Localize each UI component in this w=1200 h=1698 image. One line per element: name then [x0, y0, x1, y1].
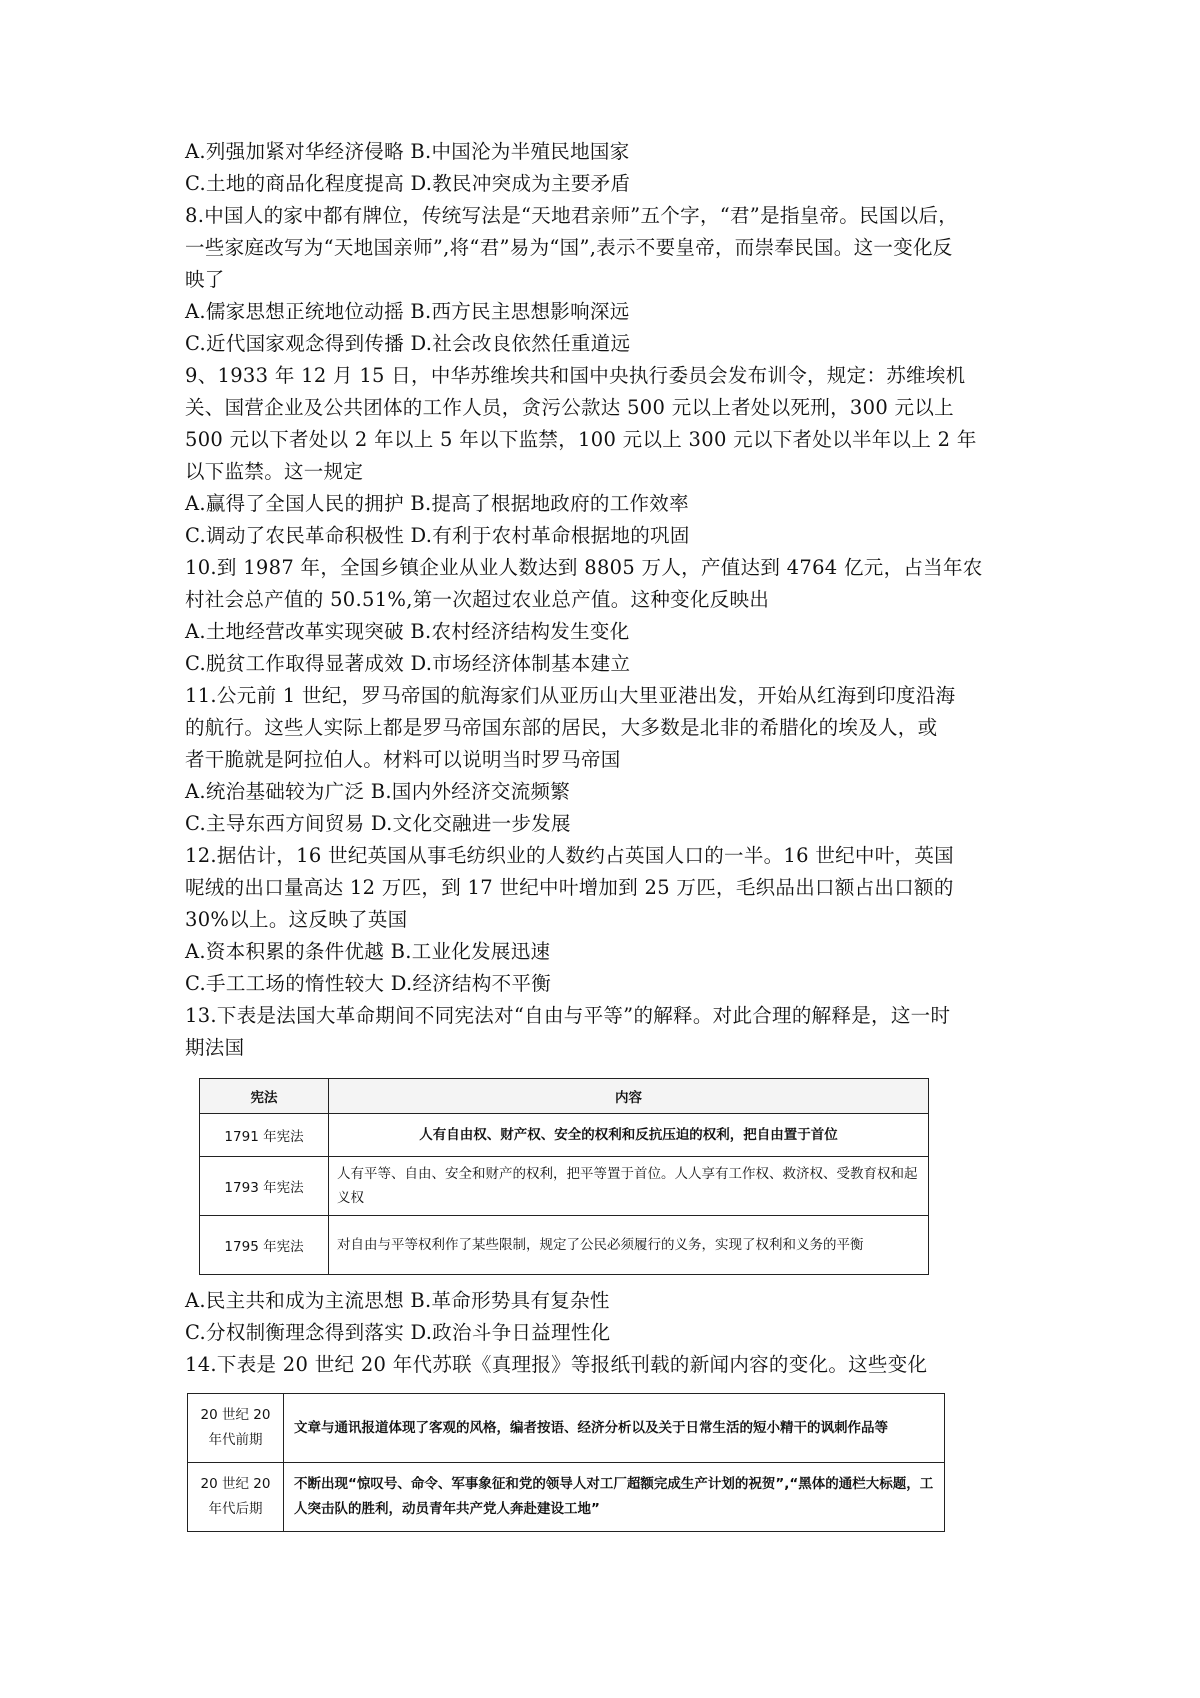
table-cell: 20 世纪 20 年代前期: [188, 1394, 284, 1463]
text-line: 30%以上。这反映了英国: [185, 908, 408, 931]
table-cell: 人有平等、自由、安全和财产的权利，把平等置于首位。人人享有工作权、救济权、受教育权和起义权: [329, 1157, 929, 1216]
text-line: A.资本积累的条件优越 B.工业化发展迅速: [185, 940, 551, 963]
text-line: A.儒家思想正统地位动摇 B.西方民主思想影响深远: [185, 300, 630, 323]
table-row: [200, 1216, 929, 1275]
text-line: A.民主共和成为主流思想 B.革命形势具有复杂性: [185, 1289, 610, 1312]
table-cell: 人有自由权、财产权、安全的权利和反抗压迫的权利，把自由置于首位: [329, 1114, 929, 1157]
text-line: 500 元以下者处以 2 年以上 5 年以下监禁，100 元以上 300 元以下者处以半年以上 2 年: [185, 428, 977, 451]
table-row: [188, 1463, 945, 1532]
text-line: C.分权制衡理念得到落实 D.政治斗争日益理性化: [185, 1321, 611, 1344]
text-line: C.手工工场的惰性较大 D.经济结构不平衡: [185, 972, 552, 995]
text-line: 14.下表是 20 世纪 20 年代苏联《真理报》等报纸刊载的新闻内容的变化。这些变化: [185, 1353, 928, 1376]
text-line: A.统治基础较为广泛 B.国内外经济交流频繁: [185, 780, 571, 803]
table-header-cell: 内容: [329, 1079, 929, 1114]
table-cell: 不断出现“惊叹号、命令、军事象征和党的领导人对工厂超额完成生产计划的祝贺”,“黑体的通栏大标题，工人突击队的胜利，动员青年共产党人奔赴建设工地”: [284, 1463, 945, 1532]
pravda-table: [187, 1393, 945, 1532]
text-line: 12.据估计，16 世纪英国从事毛纺织业的人数约占英国人口的一半。16 世纪中叶，英国: [185, 844, 954, 867]
constitution-table: [199, 1078, 929, 1275]
exam-page: [185, 136, 1035, 1538]
text-line: 的航行。这些人实际上都是罗马帝国东部的居民，大多数是北非的希腊化的埃及人，或: [185, 716, 938, 739]
text-line: 10.到 1987 年，全国乡镇企业从业人数达到 8805 万人，产值达到 4764 亿元，占当年农: [185, 556, 983, 579]
text-line: 9、1933 年 12 月 15 日，中华苏维埃共和国中央执行委员会发布训令，规定：苏维埃机: [185, 364, 966, 387]
table-row: [188, 1394, 945, 1463]
text-line: C.土地的商品化程度提高 D.教民冲突成为主要矛盾: [185, 172, 631, 195]
text-line: 11.公元前 1 世纪，罗马帝国的航海家们从亚历山大里亚港出发，开始从红海到印度沿海: [185, 684, 956, 707]
table-header-cell: 宪法: [200, 1079, 329, 1114]
text-line: C.调动了农民革命积极性 D.有利于农村革命根据地的巩固: [185, 524, 690, 547]
text-line: C.脱贫工作取得显著成效 D.市场经济体制基本建立: [185, 652, 631, 675]
question-text-block: [185, 1285, 1035, 1381]
text-line: C.主导东西方间贸易 D.文化交融进一步发展: [185, 812, 571, 835]
text-line: C.近代国家观念得到传播 D.社会改良依然任重道远: [185, 332, 631, 355]
text-line: 者干脆就是阿拉伯人。材料可以说明当时罗马帝国: [185, 748, 621, 771]
table-cell: 1795 年宪法: [200, 1216, 329, 1275]
question-text-block: [185, 136, 1035, 1064]
text-line: A.列强加紧对华经济侵略 B.中国沦为半殖民地国家: [185, 140, 630, 163]
table-header-row: [200, 1079, 929, 1114]
text-line: 村社会总产值的 50.51%,第一次超过农业总产值。这种变化反映出: [185, 588, 770, 611]
text-line: 呢绒的出口量高达 12 万匹，到 17 世纪中叶增加到 25 万匹，毛织品出口额占出口额的: [185, 876, 954, 899]
text-line: 8.中国人的家中都有牌位，传统写法是“天地君亲师”五个字，“君”是指皇帝。民国以后，: [185, 204, 959, 227]
table-cell: 20 世纪 20 年代后期: [188, 1463, 284, 1532]
table-row: [200, 1157, 929, 1216]
text-line: 期法国: [185, 1036, 245, 1059]
text-line: A.赢得了全国人民的拥护 B.提高了根据地政府的工作效率: [185, 492, 689, 515]
text-line: 一些家庭改写为“天地国亲师”,将“君”易为“国”,表示不要皇帝，而崇奉民国。这一变化反: [185, 236, 953, 259]
text-line: 映了: [185, 268, 225, 291]
text-line: 关、国营企业及公共团体的工作人员，贪污公款达 500 元以上者处以死刑，300 元以上: [185, 396, 954, 419]
text-line: 13.下表是法国大革命期间不同宪法对“自由与平等”的解释。对此合理的解释是，这一时: [185, 1004, 951, 1027]
table-row: [200, 1114, 929, 1157]
text-line: 以下监禁。这一规定: [185, 460, 364, 483]
text-line: A.土地经营改革实现突破 B.农村经济结构发生变化: [185, 620, 630, 643]
table-cell: 1791 年宪法: [200, 1114, 329, 1157]
table-cell: 文章与通讯报道体现了客观的风格，编者按语、经济分析以及关于日常生活的短小精干的讽刺作品等: [284, 1394, 945, 1463]
table-cell: 1793 年宪法: [200, 1157, 329, 1216]
table-cell: 对自由与平等权利作了某些限制，规定了公民必须履行的义务，实现了权利和义务的平衡: [329, 1216, 929, 1275]
